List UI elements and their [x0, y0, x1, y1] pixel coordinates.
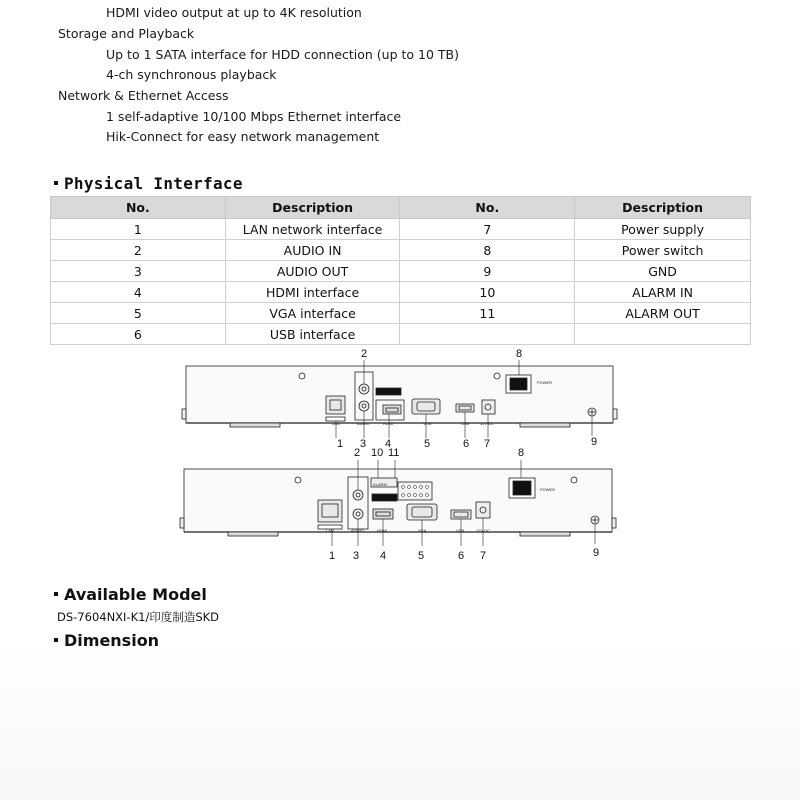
dimension-title — [54, 631, 159, 650]
table-cell: VGA interface — [225, 303, 400, 324]
table-header: Description — [225, 197, 400, 219]
page-background-fade — [0, 640, 800, 800]
callout-number: 9 — [593, 547, 600, 559]
table-cell: 3 — [51, 261, 226, 282]
callout-number: 7 — [484, 438, 491, 450]
power-label: POWER — [540, 487, 556, 492]
table-header: No. — [51, 197, 226, 219]
audio-out-port — [353, 509, 363, 519]
audio-label: AUDIO — [357, 421, 370, 426]
table-cell: ALARM IN — [575, 282, 751, 303]
callout-number: 3 — [353, 550, 360, 562]
table-cell: 4 — [51, 282, 226, 303]
callout-number: 11 — [388, 447, 400, 459]
table-cell: ALARM OUT — [575, 303, 751, 324]
power-label: POWER — [537, 380, 553, 385]
bullet-icon — [54, 592, 58, 596]
callout-number: 1 — [329, 550, 336, 562]
vga-label: VGA — [423, 421, 432, 426]
audio-in-port — [359, 384, 369, 394]
spec-storage-item: Up to 1 SATA interface for HDD connection (up to 10 TB) — [106, 47, 459, 62]
table-cell: USB interface — [225, 324, 400, 345]
usb-label: USB — [461, 421, 470, 426]
dc-label: 12V DC — [476, 528, 491, 533]
table-cell: 2 — [51, 240, 226, 261]
audio-label: AUDIO — [351, 528, 364, 533]
table-cell: 5 — [51, 303, 226, 324]
table-cell: AUDIO OUT — [225, 261, 400, 282]
callout-number: 10 — [371, 447, 384, 459]
spec-network-item: 1 self-adaptive 10/100 Mbps Ethernet interface — [106, 109, 402, 124]
callout-number: 6 — [463, 438, 470, 450]
audio-in-port — [353, 490, 363, 500]
spec-network-item: Hik-Connect for easy network management — [106, 129, 380, 144]
callout-number: 1 — [337, 438, 344, 450]
bullet-icon — [54, 638, 58, 642]
usb-label: USB — [456, 528, 465, 533]
table-header: Description — [575, 197, 751, 219]
chassis-outline — [184, 469, 612, 532]
spec-storage-item: 4-ch synchronous playback — [106, 67, 277, 82]
callout-number: 2 — [361, 348, 368, 360]
dc-label: 12V DC — [480, 421, 495, 426]
table-cell: 9 — [400, 261, 575, 282]
table-cell: 8 — [400, 240, 575, 261]
callout-number: 2 — [354, 447, 361, 459]
hdmi-logo-icon — [376, 388, 401, 395]
callout-number: 5 — [424, 438, 431, 450]
vga-port — [407, 504, 437, 520]
table-cell: 7 — [400, 219, 575, 240]
table-cell: Power supply — [575, 219, 751, 240]
audio-out-port — [359, 401, 369, 411]
table-cell: LAN network interface — [225, 219, 400, 240]
table-cell: 10 — [400, 282, 575, 303]
rear-panel-bottom — [180, 469, 616, 536]
callout-number: 7 — [480, 550, 487, 562]
callout-number: 4 — [380, 550, 387, 562]
lan-label: LAN — [326, 528, 334, 533]
alarm-label: ALARM — [373, 482, 387, 487]
hdmi-logo-icon — [372, 494, 397, 501]
callout-number: 5 — [418, 550, 425, 562]
callout-number: 3 — [360, 438, 367, 450]
table-header: No. — [400, 197, 575, 219]
physical-interface-title-text: Physical Interface — [64, 174, 243, 193]
dc-power-port — [476, 502, 490, 518]
dc-power-port — [482, 400, 495, 414]
table-cell: Power switch — [575, 240, 751, 261]
vga-label: VGA — [418, 528, 427, 533]
spec-storage-heading: Storage and Playback — [58, 26, 195, 41]
lan-label: LAN — [332, 421, 340, 426]
callout-number: 8 — [516, 348, 523, 360]
table-cell: 11 — [400, 303, 575, 324]
available-model-title-text: Available Model — [64, 585, 207, 604]
lan-port — [326, 396, 345, 414]
alarm-terminal-block — [398, 482, 432, 500]
spec-hdmi-line: HDMI video output at up to 4K resolution — [106, 5, 362, 20]
callout-number: 6 — [458, 550, 465, 562]
hdmi-label: HDMI — [377, 528, 388, 533]
callout-number: 8 — [518, 447, 525, 459]
rear-panel-top — [182, 366, 617, 427]
available-model-title — [54, 585, 207, 604]
table-cell: 1 — [51, 219, 226, 240]
vga-port — [412, 399, 440, 414]
callout-number: 9 — [591, 436, 598, 448]
table-cell: HDMI interface — [225, 282, 400, 303]
dimension-title-text: Dimension — [64, 631, 160, 650]
model-number: DS-7604NXI-K1/印度制造SKD — [57, 610, 220, 624]
table-cell: AUDIO IN — [225, 240, 400, 261]
callout-number: 4 — [385, 438, 392, 450]
table-cell: GND — [575, 261, 751, 282]
spec-network-heading: Network & Ethernet Access — [58, 88, 229, 103]
hdmi-label: HDMI — [383, 421, 394, 426]
table-cell: 6 — [51, 324, 226, 345]
